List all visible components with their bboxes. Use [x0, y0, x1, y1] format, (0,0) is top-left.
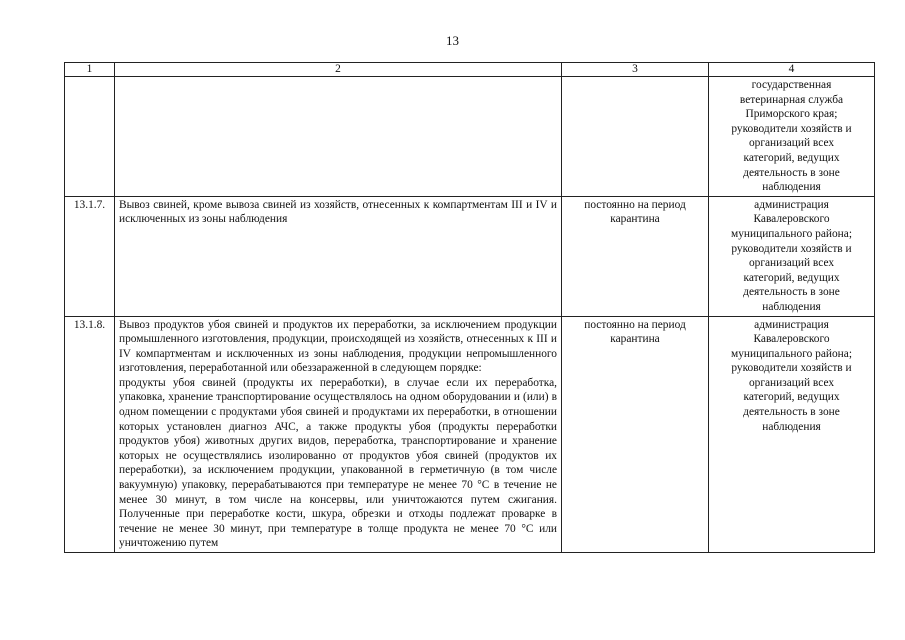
column-header-1: 1 [65, 63, 115, 77]
responsible-line: муниципального района; [731, 347, 852, 360]
period-line: постоянно на период [584, 318, 686, 331]
responsible-line: деятельность в зоне [743, 286, 840, 299]
responsible-line: ветеринарная служба [739, 93, 844, 106]
measure-description [115, 77, 562, 197]
responsible-line: руководители хозяйств и [731, 242, 852, 255]
row-number: 13.1.7. [65, 196, 115, 316]
responsible-line: наблюдения [762, 181, 821, 194]
page-number: 13 [446, 33, 459, 48]
responsible-line: руководители хозяйств и [731, 362, 852, 375]
column-header-2: 2 [115, 63, 562, 77]
responsible-line: муниципального района; [731, 227, 852, 240]
description-paragraph: Вывоз свиней, кроме вывоза свиней из хозяйств, отнесенных к компартментам III и IV и исключенных из зоны наблюдения [119, 198, 557, 226]
responsible-line: организаций всех [748, 257, 835, 270]
measure-period [562, 196, 709, 316]
table-row [65, 77, 875, 197]
responsible-line: категорий, ведущих [743, 391, 840, 404]
measure-description [115, 196, 562, 316]
table-row [65, 316, 875, 553]
responsible-line: руководители хозяйств и [731, 122, 852, 135]
responsible-line: администрация [754, 318, 829, 331]
measure-period [562, 316, 709, 553]
row-number [65, 77, 115, 197]
responsible-line: Кавалеровского [753, 333, 830, 346]
row-number: 13.1.8. [65, 316, 115, 553]
measure-description [115, 316, 562, 553]
responsible-line: организаций всех [748, 137, 835, 150]
table-body [65, 77, 875, 553]
responsible-parties [709, 316, 875, 553]
responsible-line: наблюдения [762, 300, 821, 313]
responsible-line: администрация [754, 198, 829, 211]
measure-period [562, 77, 709, 197]
period-line: карантина [610, 213, 660, 226]
responsible-line: категорий, ведущих [743, 151, 840, 164]
responsible-line: Приморского края; [745, 108, 838, 121]
column-header-4: 4 [709, 63, 875, 77]
description-paragraph: Вывоз продуктов убоя свиней и продуктов их переработки, за исключением продукции промышленного изготовления, продукции, происходящей из хозяйств, отнесенных к III и IV компартментам и исключенных из зоны наблюдения, продукции непромышленного изготовления, переработанной или обеззараженной в следующем порядке: [119, 318, 557, 375]
description-paragraph: продукты убоя свиней (продукты их переработки), в случае если их переработка, упаковка, хранение транспортирование осуществлялось на одном оборудовании и (или) в одном помещении с продуктами убоя свиней и продуктами их переработки, в отношении которых установлен диагноз АЧС, а также продукты убоя (продукты переработки продуктов убоя) животных других видов, переработка, транспортирование и хранение которых не осуществлялись изолированно от продуктов убоя свиней (продуктов их переработки), за исключением продукции, упакованной в герметичную (в том числе вакуумную) упаковку, перерабатываются при температуре не менее 70 °С в течение не менее 30 минут, в том числе на консервы, или уничтожаются путем сжигания. Полученные при переработке кости, шкура, обрезки и отходы подлежат проварке в течение не менее 30 минут, при температуре в толще продукта не менее 70 °С или уничтожению путем [119, 376, 557, 550]
responsible-line: организаций всех [748, 376, 835, 389]
table-row [65, 196, 875, 316]
responsible-line: государственная [751, 79, 832, 91]
responsible-parties [709, 77, 875, 197]
column-number-row [65, 63, 875, 77]
measures-table [64, 62, 875, 553]
responsible-parties [709, 196, 875, 316]
responsible-line: наблюдения [762, 420, 821, 433]
column-header-3: 3 [562, 63, 709, 77]
period-line: карантина [610, 333, 660, 346]
responsible-line: Кавалеровского [753, 213, 830, 226]
responsible-line: категорий, ведущих [743, 271, 840, 284]
responsible-line: деятельность в зоне [743, 406, 840, 419]
period-line: постоянно на период [584, 198, 686, 211]
responsible-line: деятельность в зоне [743, 166, 840, 179]
